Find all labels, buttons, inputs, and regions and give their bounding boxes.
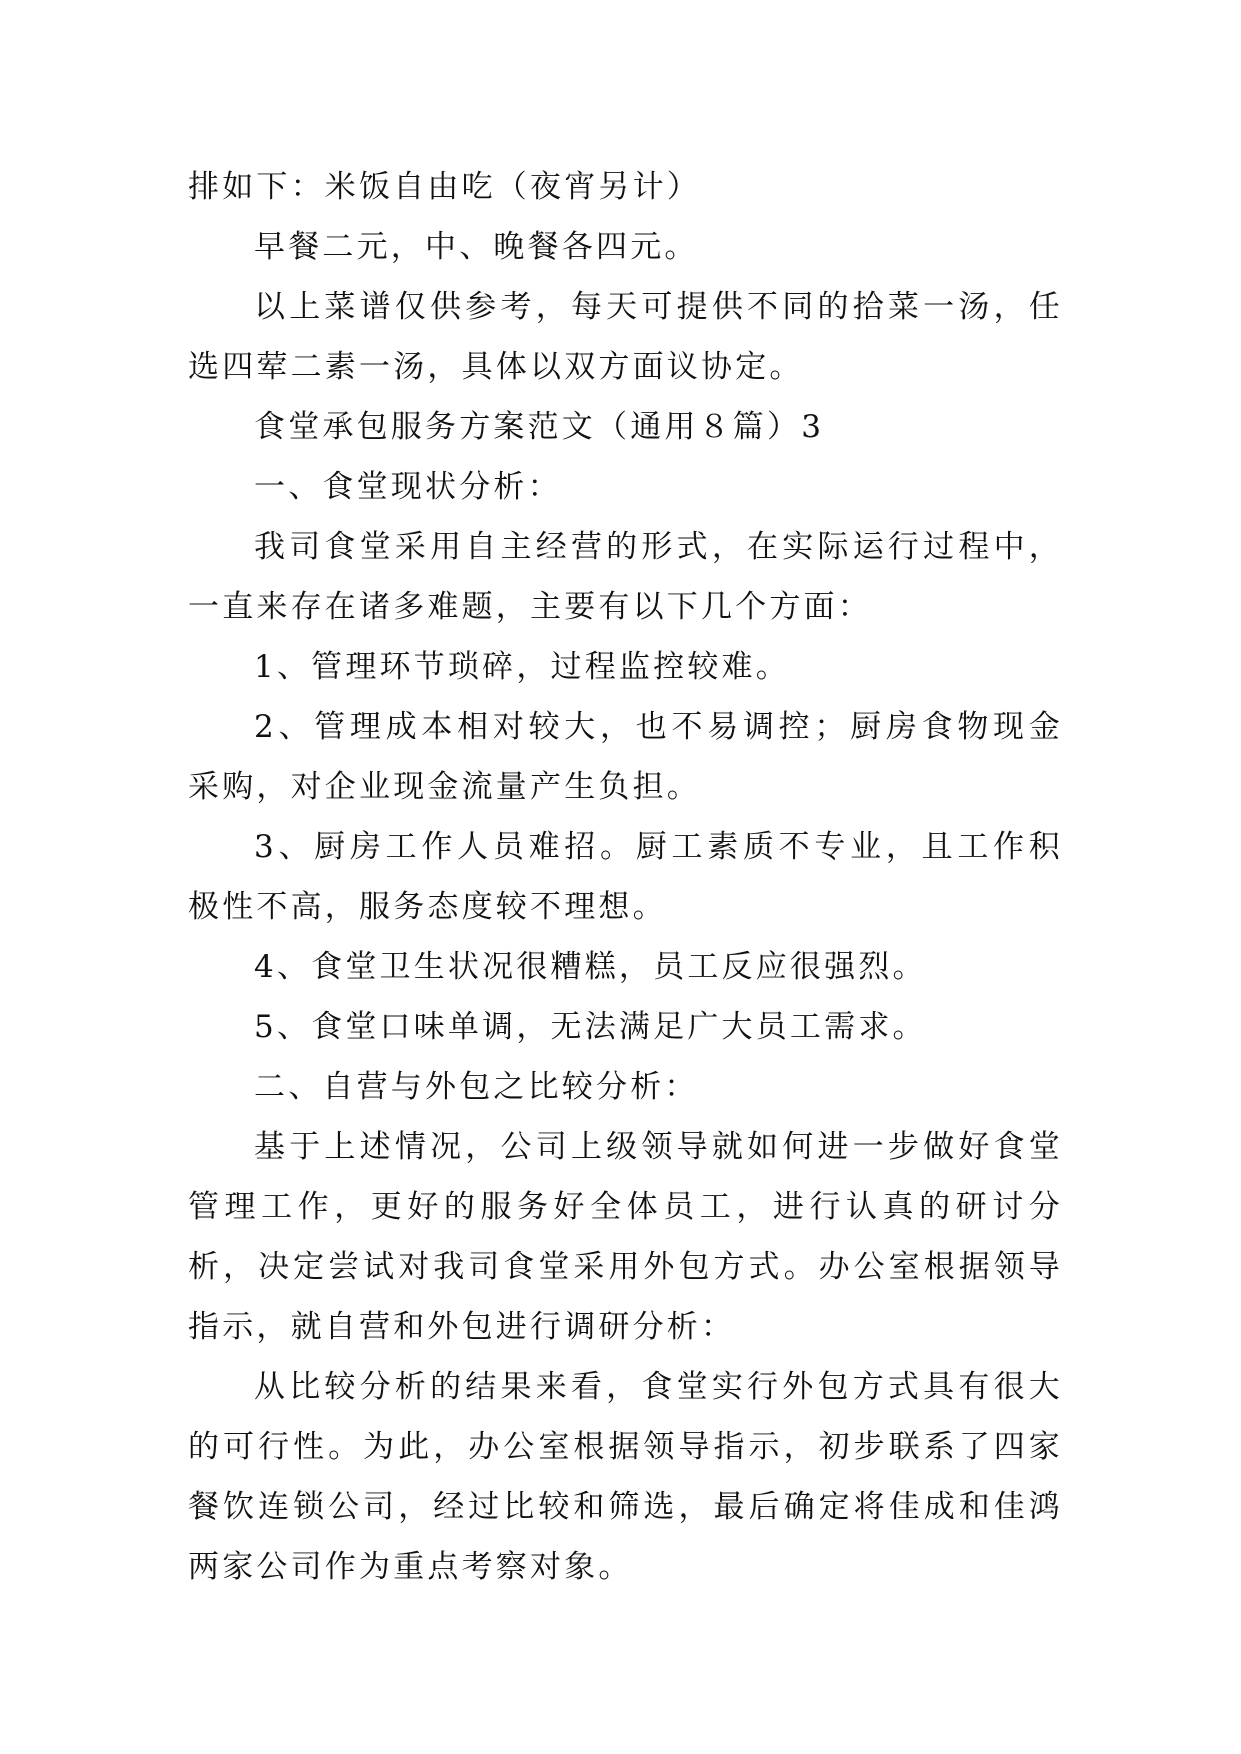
section-title: 食堂承包服务方案范文（通用８篇）3 bbox=[254, 409, 825, 445]
document-body bbox=[188, 157, 1063, 1597]
paragraph-menu-reference: 以上菜谱仅供参考，每天可提供不同的拾菜一汤，任选四荤二素一汤，具体以双方面议协定。 bbox=[188, 289, 1063, 385]
list-item-5: 5、食堂口味单调，无法满足广大员工需求。 bbox=[254, 1009, 927, 1045]
list-item-2: 2、管理成本相对较大，也不易调控；厨房食物现金采购，对企业现金流量产生负担。 bbox=[188, 709, 1063, 805]
paragraph-self-operation: 我司食堂采用自主经营的形式，在实际运行过程中，一直来存在诸多难题，主要有以下几个方面： bbox=[188, 529, 1063, 625]
paragraph-menu-arrangement: 排如下：米饭自由吃（夜宵另计） bbox=[188, 169, 701, 205]
heading-comparison: 二、自营与外包之比较分析： bbox=[254, 1069, 699, 1105]
list-item-3: 3、厨房工作人员难招。厨工素质不专业，且工作积极性不高，服务态度较不理想。 bbox=[188, 829, 1063, 925]
heading-current-analysis: 一、食堂现状分析： bbox=[254, 469, 562, 505]
list-item-4: 4、食堂卫生状况很糟糕，员工反应很强烈。 bbox=[254, 949, 927, 985]
paragraph-management-decision: 基于上述情况，公司上级领导就如何进一步做好食堂管理工作，更好的服务好全体员工，进行认真的研讨分析，决定尝试对我司食堂采用外包方式。办公室根据领导指示，就自营和外包进行调研分析： bbox=[188, 1129, 1063, 1345]
paragraph-feasibility: 从比较分析的结果来看，食堂实行外包方式具有很大的可行性。为此，办公室根据领导指示，初步联系了四家餐饮连锁公司，经过比较和筛选，最后确定将佳成和佳鸿两家公司作为重点考察对象。 bbox=[188, 1369, 1063, 1585]
list-item-1: 1、管理环节琐碎，过程监控较难。 bbox=[254, 649, 790, 685]
paragraph-meal-prices: 早餐二元，中、晚餐各四元。 bbox=[254, 229, 699, 265]
